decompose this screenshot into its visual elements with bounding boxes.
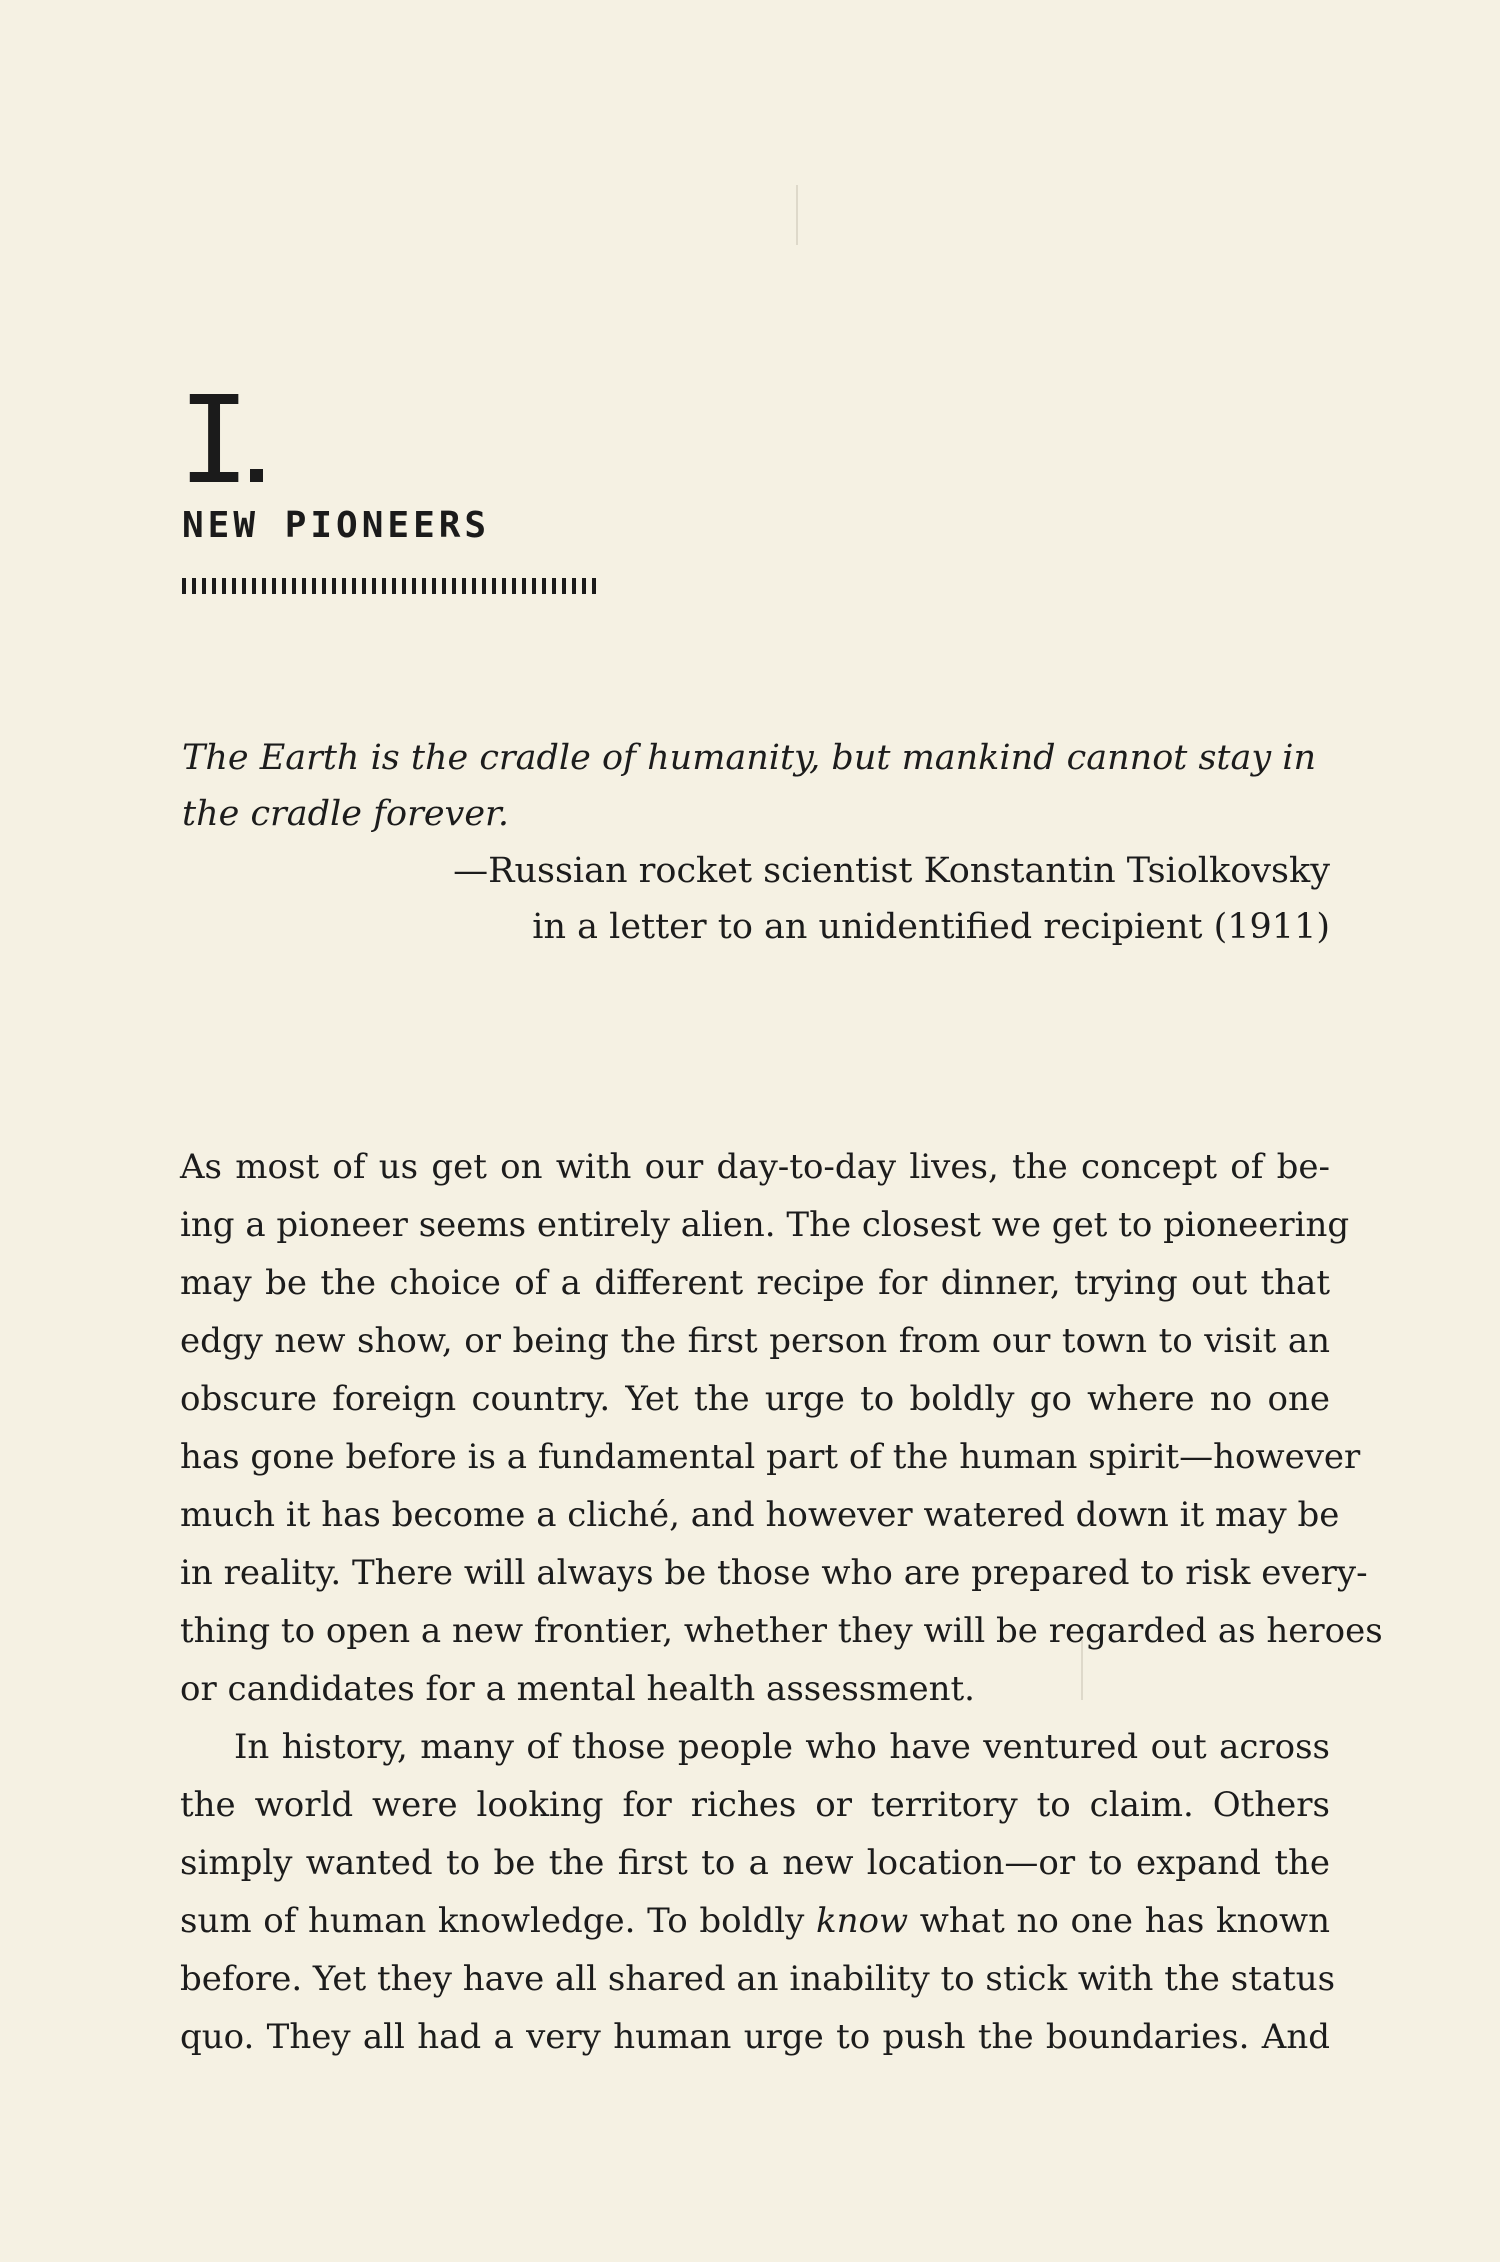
text-line: the world were looking for riches or territory to claim. Others [180, 1785, 1330, 1825]
text-line: simply wanted to be the first to a new location—or to expand the [180, 1843, 1330, 1883]
text-line: quo. They all had a very human urge to push the boundaries. And [180, 2017, 1330, 2057]
text-line: has gone before is a fundamental part of the human spirit—however [180, 1437, 1361, 1477]
text-line: or candidates for a mental health assessment. [180, 1669, 975, 1709]
text-line-with-emphasis [180, 1892, 1330, 1950]
epigraph-line: The Earth is the cradle of humanity, but mankind cannot stay in [182, 738, 1316, 778]
emphasized-word: know [816, 1901, 909, 1941]
text-segment: what no one has known [908, 1901, 1330, 1941]
text-line: edgy new show, or being the first person from our town to visit an [180, 1321, 1330, 1361]
epigraph-quote [182, 730, 1332, 842]
epigraph-line: the cradle forever. [182, 794, 510, 834]
chapter-numeral: I [178, 372, 243, 511]
paper-mark [1081, 1640, 1083, 1700]
text-line: much it has become a cliché, and however watered down it may be [180, 1495, 1340, 1535]
text-line: thing to open a new frontier, whether they will be regarded as heroes [180, 1611, 1383, 1651]
text-segment: sum of human knowledge. To boldly [180, 1901, 817, 1941]
paragraph [180, 1138, 1383, 1718]
paragraph [180, 1718, 1336, 2066]
text-line: obscure foreign country. Yet the urge to boldly go where no one [180, 1379, 1330, 1419]
paper-mark [796, 185, 798, 245]
text-line: in reality. There will always be those who are prepared to risk every- [180, 1553, 1368, 1593]
text-line: before. Yet they have all shared an inability to stick with the status [180, 1959, 1336, 1999]
text-line: may be the choice of a different recipe for dinner, trying out that [180, 1263, 1330, 1303]
chapter-number [178, 372, 263, 511]
attribution-line: —Russian rocket scientist Konstantin Tsiolkovsky [453, 851, 1330, 891]
chapter-title: NEW PIONEERS [182, 505, 491, 546]
text-line: As most of us get on with our day-to-day lives, the concept of be- [180, 1147, 1330, 1187]
text-line: In history, many of those people who have ventured out across [234, 1727, 1330, 1767]
body-text [180, 1138, 1383, 2066]
decorative-rule [182, 578, 597, 594]
attribution-line: in a letter to an unidentified recipient (1911) [532, 907, 1330, 947]
chapter-number-dot [250, 469, 263, 482]
text-line: ing a pioneer seems entirely alien. The closest we get to pioneering [180, 1205, 1350, 1245]
epigraph-attribution [453, 843, 1330, 955]
